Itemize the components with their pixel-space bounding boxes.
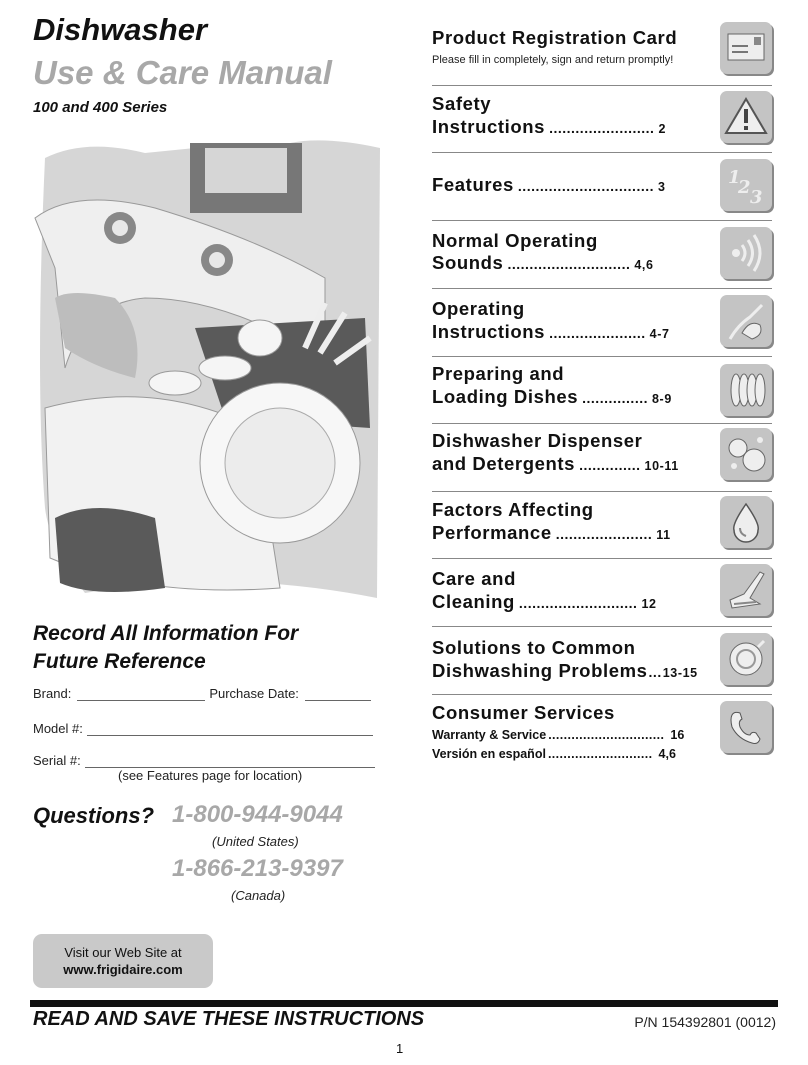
questions-label: Questions? xyxy=(33,803,155,828)
toc-page: 13-15 xyxy=(662,666,698,680)
toc-page: 3 xyxy=(658,180,666,194)
toc-solutions[interactable] xyxy=(432,627,772,695)
toc-page: 2 xyxy=(658,122,666,136)
toc-entry-line1: Solutions to Common xyxy=(432,637,636,658)
sound-waves-icon xyxy=(720,227,772,279)
series-label: 100 and 400 Series xyxy=(33,99,168,116)
cleaning-hand-icon xyxy=(720,564,772,616)
water-drop-icon xyxy=(720,496,772,548)
toc-entry-line1: Dishwasher Dispenser xyxy=(432,430,643,451)
dishwasher-illustration xyxy=(25,128,385,608)
toc-entry-line2: Sounds xyxy=(432,252,504,273)
toc-leader: ...................... xyxy=(549,325,646,341)
spanish-page: 4,6 xyxy=(658,747,676,761)
toc-leader: ............................... xyxy=(517,178,655,194)
serial-label: Serial #: xyxy=(33,753,81,768)
toc-page: 4-7 xyxy=(649,327,670,341)
toc-entry-line1: Operating xyxy=(432,298,525,319)
toc-leader: ........................... xyxy=(518,595,638,611)
toc-sounds[interactable] xyxy=(432,221,772,289)
toc-entry-line1: Preparing and xyxy=(432,363,565,384)
svg-text:1: 1 xyxy=(728,167,741,188)
toc-page: 8-9 xyxy=(652,392,672,406)
read-save-instructions: READ AND SAVE THESE INSTRUCTIONS xyxy=(33,1008,425,1030)
canada-label: (Canada) xyxy=(231,888,286,903)
toc-entry-line1: Care and xyxy=(432,568,516,589)
numbers-icon xyxy=(720,159,772,211)
warranty-page: 16 xyxy=(670,728,685,742)
toc-leader: ... xyxy=(648,664,662,680)
brand-label: Brand: xyxy=(33,686,72,701)
footer-divider xyxy=(30,1000,778,1007)
toc-entry-line2: Features xyxy=(432,174,514,195)
envelope-icon xyxy=(720,22,772,74)
us-label: (United States) xyxy=(212,834,299,849)
serial-field[interactable] xyxy=(85,754,375,768)
toc-entry-line2: Performance xyxy=(432,522,552,543)
toc-entry-line2: Loading Dishes xyxy=(432,386,579,407)
phone-canada[interactable]: 1-866-213-9397 xyxy=(172,855,343,882)
toc-performance[interactable] xyxy=(432,492,772,559)
toc-leader: ............................ xyxy=(507,256,631,272)
toc-page: 11 xyxy=(656,528,671,542)
toc-page: 4,6 xyxy=(634,258,654,272)
model-label: Model #: xyxy=(33,721,83,736)
toc-entry-line2: Cleaning xyxy=(432,591,515,612)
page-number: 1 xyxy=(396,1041,404,1056)
toc-leader: ...................... xyxy=(555,526,653,542)
svg-text:3: 3 xyxy=(750,187,763,208)
toc-entry-line1: Safety xyxy=(432,93,492,114)
brand-field[interactable] xyxy=(77,687,205,701)
finger-press-icon xyxy=(720,295,772,347)
brand-purchase-row xyxy=(33,686,371,701)
toc-leader: .............. xyxy=(579,457,641,473)
consumer-services-title: Consumer Services xyxy=(432,702,615,723)
dish-rack-icon xyxy=(720,364,772,416)
purchase-date-label: Purchase Date: xyxy=(209,686,299,701)
toc-entry-line2: Instructions xyxy=(432,116,546,137)
toc-consumer-services[interactable] xyxy=(432,695,772,775)
spanish-line[interactable] xyxy=(432,747,684,761)
toc-entry-line1: Normal Operating xyxy=(432,230,598,251)
registration-title: Product Registration Card xyxy=(432,27,678,48)
website-intro: Visit our Web Site at xyxy=(64,945,182,960)
toc-entry-line2: Instructions xyxy=(432,321,546,342)
svg-text:2: 2 xyxy=(738,177,751,198)
toc-leader: ........................... xyxy=(547,747,653,761)
toc-page: 12 xyxy=(641,597,657,611)
toc-registration[interactable] xyxy=(432,20,772,86)
part-number: P/N 154392801 (0012) xyxy=(634,1014,776,1030)
toc-page: 10-11 xyxy=(644,459,679,473)
model-field[interactable] xyxy=(87,722,373,736)
toc-leader: .............................. xyxy=(548,728,665,742)
spanish-label: Versión en español xyxy=(432,747,546,761)
telephone-icon xyxy=(720,701,772,753)
model-row xyxy=(33,721,373,736)
toc-operating[interactable] xyxy=(432,289,772,357)
toc-entry-line1: Factors Affecting xyxy=(432,499,594,520)
toc-dispenser[interactable] xyxy=(432,424,772,492)
toc-cleaning[interactable] xyxy=(432,559,772,627)
warranty-line[interactable] xyxy=(432,728,684,742)
toc-loading[interactable] xyxy=(432,357,772,424)
phone-us[interactable]: 1-800-944-9044 xyxy=(172,801,343,828)
plate-icon xyxy=(720,633,772,685)
serial-row xyxy=(33,753,375,768)
warranty-label: Warranty & Service xyxy=(432,728,547,742)
registration-subtitle: Please fill in completely, sign and return promptly! xyxy=(432,54,674,66)
record-info-heading: Record All Information For Future Reference xyxy=(33,622,299,673)
toc-entry-line2: and Detergents xyxy=(432,453,576,474)
purchase-date-field[interactable] xyxy=(305,687,371,701)
warning-icon xyxy=(720,91,772,143)
toc-leader: ............... xyxy=(582,390,648,406)
detergent-icon xyxy=(720,428,772,480)
website-box xyxy=(33,934,213,988)
toc-features[interactable] xyxy=(432,153,772,221)
toc-leader: ........................ xyxy=(549,120,655,136)
serial-location-note: (see Features page for location) xyxy=(118,768,303,783)
toc-entry-line2: Dishwashing Problems xyxy=(432,660,648,681)
cover-subtitle: Use & Care Manual xyxy=(33,54,332,91)
toc-safety[interactable] xyxy=(432,86,772,153)
cover-title: Dishwasher xyxy=(33,12,208,47)
website-link[interactable]: www.frigidaire.com xyxy=(63,962,183,977)
